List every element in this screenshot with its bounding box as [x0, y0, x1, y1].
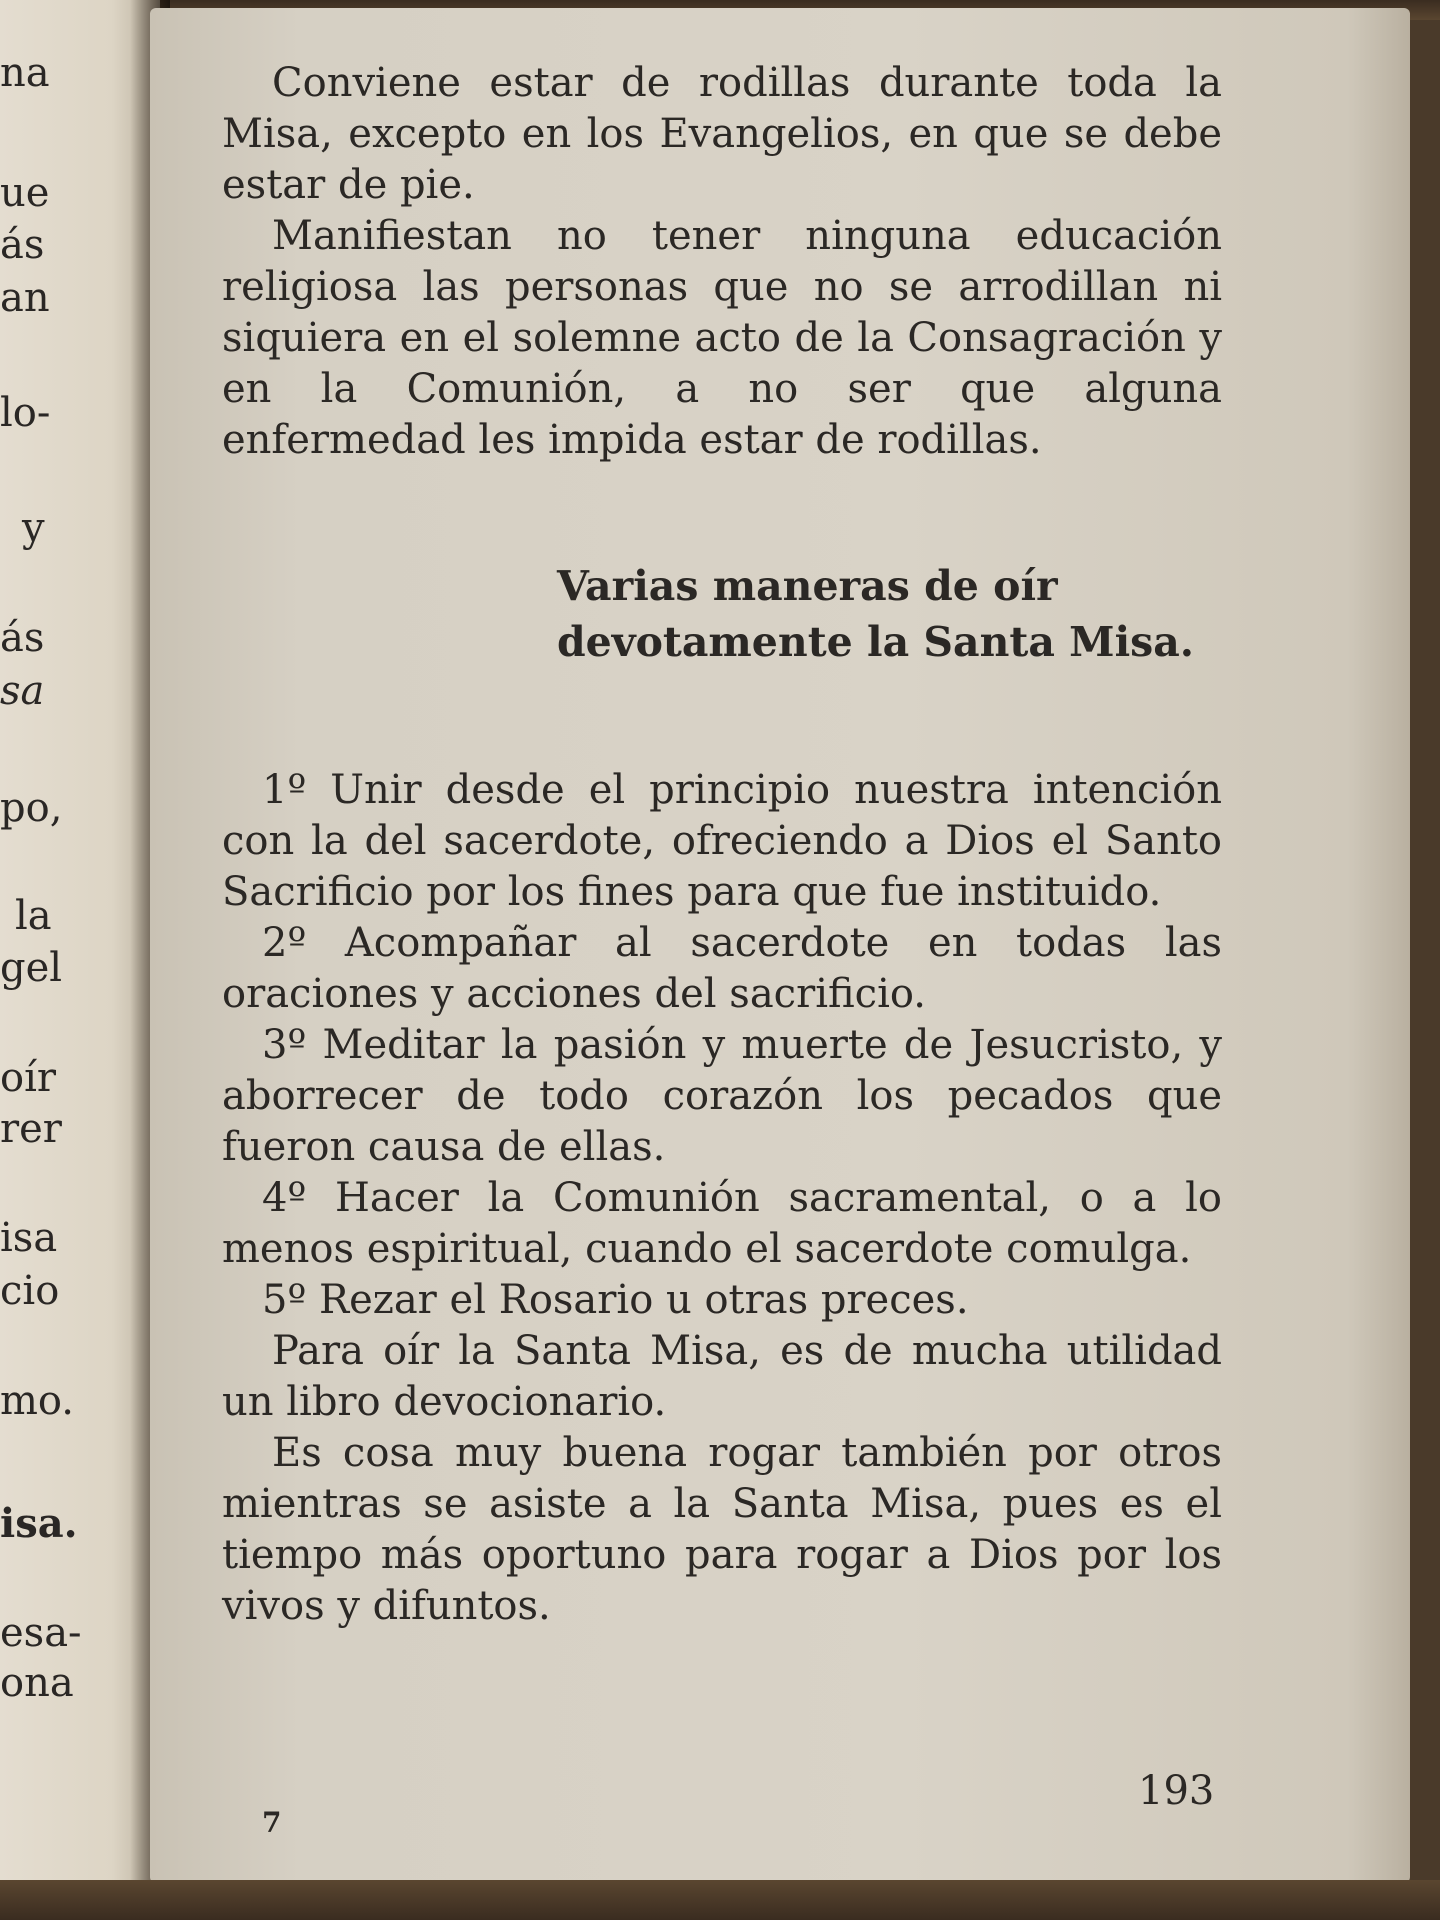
left-fragment: isa — [0, 1215, 58, 1261]
list-item: 2º Acompañar al sacerdote en todas las oraciones y acciones del sacrificio. — [222, 920, 1222, 1017]
left-fragment: gel — [0, 945, 63, 991]
left-fragment: cio — [0, 1268, 60, 1314]
left-fragment: ás — [0, 615, 45, 661]
left-fragment: ás — [0, 222, 45, 268]
page-number: 193 — [1138, 1768, 1215, 1814]
left-fragment: ue — [0, 170, 50, 216]
left-fragment: y — [22, 505, 45, 551]
paragraph: Para oír la Santa Misa, es de mucha utilidad un libro devocionario. — [222, 1328, 1222, 1425]
left-fragment: isa. — [0, 1500, 78, 1547]
left-fragment: oír — [0, 1055, 56, 1101]
left-fragment: na — [0, 50, 50, 96]
signature-mark: 7 — [262, 1806, 282, 1839]
page-body — [222, 58, 1222, 1632]
left-fragment: rer — [0, 1106, 62, 1152]
list-item: 1º Unir desde el principio nuestra intención con la del sacerdote, ofreciendo a Dios el Santo Sacrificio por los fines para que fue instituido. — [222, 767, 1222, 915]
left-fragment: ona — [0, 1660, 74, 1706]
left-fragment: po, — [0, 785, 63, 831]
wood-background-bottom — [0, 1880, 1440, 1920]
list-item: 5º Rezar el Rosario u otras preces. — [262, 1277, 969, 1323]
left-fragment: an — [0, 275, 50, 321]
list-item: 3º Meditar la pasión y muerte de Jesucristo, y aborrecer de todo corazón los pecados que fueron causa de ellas. — [222, 1022, 1222, 1170]
paragraph: Manifiestan no tener ninguna educación religiosa las personas que no se arrodillan ni siquiera en el solemne acto de la Consagración y en la Comunión, a no ser que alguna enfermedad les impida estar de rodillas. — [222, 213, 1222, 463]
left-fragment: mo. — [0, 1378, 75, 1424]
left-fragment: esa- — [0, 1610, 82, 1656]
paragraph: Es cosa muy buena rogar también por otros mientras se asiste a la Santa Misa, pues es el tiempo más oportuno para rogar a Dios por los vivos y difuntos. — [222, 1430, 1222, 1629]
left-fragment: la — [15, 893, 52, 939]
paragraph: Conviene estar de rodillas durante toda la Misa, excepto en los Evangelios, en que se debe estar de pie. — [222, 60, 1222, 208]
section-heading: Varias maneras de oír devotamente la Santa Misa. — [557, 562, 1195, 666]
left-fragment: lo- — [0, 390, 51, 436]
left-fragment: sa — [0, 668, 45, 714]
list-item: 4º Hacer la Comunión sacramental, o a lo menos espiritual, cuando el sacerdote comulga. — [222, 1175, 1222, 1272]
